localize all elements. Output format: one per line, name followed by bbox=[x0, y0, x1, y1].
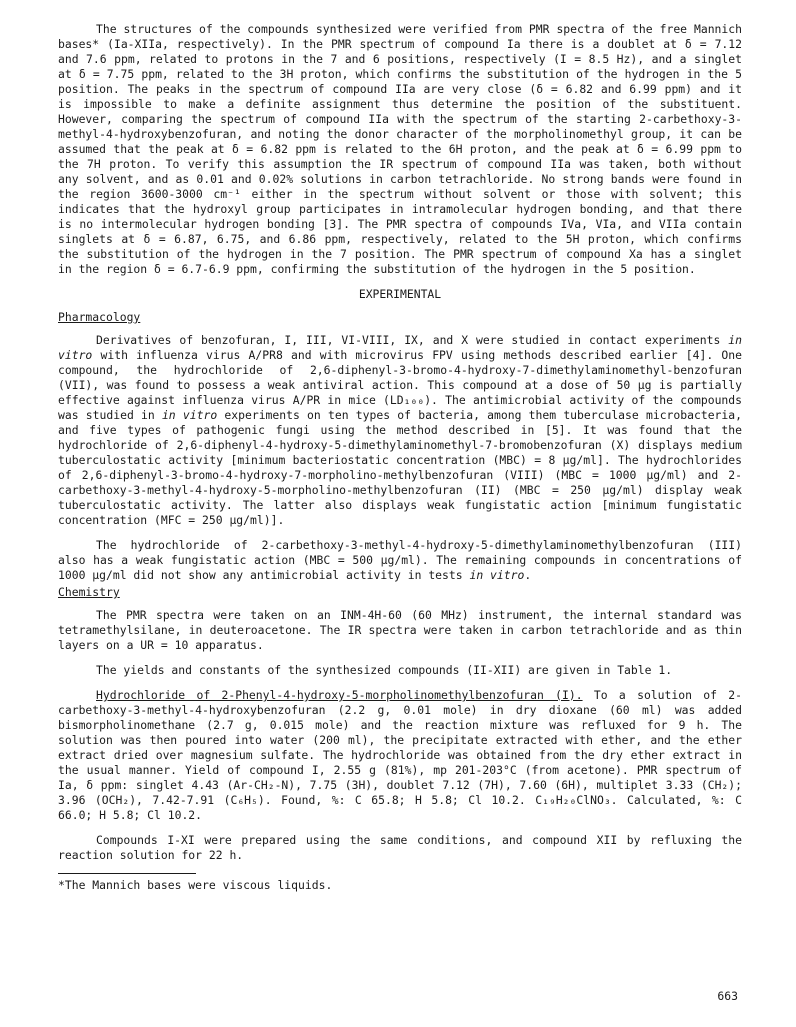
footnote-rule bbox=[58, 873, 196, 874]
document-page bbox=[58, 22, 742, 893]
chemistry-paragraph-2: The yields and constants of the synthesized compounds (II-XII) are given in Table 1. bbox=[96, 663, 673, 677]
synthesis-body: To a solution of 2-carbethoxy-3-methyl-4-hydroxybenzofuran (2.2 g, 0.01 mole) in dry dioxane (60 ml) was added bismorpholinomethane (2.7 g, 0.015 mole) and the reaction mixture was refluxed for 9 h. The solution was then poured into water (200 ml), the precipitate extracted with ether, and the ether extract dried over magnesium sulfate. The hydrochloride was obtained from the dry ether extract in the usual manner. Yield of compound I, 2.55 g (81%), mp 201-203°C (from acetone). PMR spectrum of Ia, δ ppm: singlet 4.43 (Ar-CH₂-N), 7.75 (3H), doublet 7.12 (7H), 7.60 (6H), multiplet 3.33 (CH₂); 3.96 (OCH₂), 7.42-7.91 (C₆H₅). Found, %: C 65.8; H 5.8; Cl 10.2. C₁₉H₂₀ClNO₃. Calculated, %: C 66.0; H 5.8; Cl 10.2. bbox=[58, 688, 743, 822]
pharm-p2-end: . bbox=[524, 568, 532, 582]
pharmacology-paragraph-2 bbox=[58, 538, 742, 583]
synthesis-title: Hydrochloride of 2-Phenyl-4-hydroxy-5-morpholinomethylbenzofuran (I). bbox=[96, 688, 583, 702]
pharm-p2-part-a: The hydrochloride of 2-carbethoxy-3-methyl-4-hydroxy-5-dimethylaminomethylbenzofuran (III) also has a weak fungistatic action (MBC = 500 μg/ml). The remaining compounds in concentrations of 1000 μg/ml did not show any antimicrobial activity in tests bbox=[58, 538, 742, 582]
chemistry-heading bbox=[58, 585, 742, 600]
pharm-p1-part-a: Derivatives of benzofuran, I, III, VI-VIII, IX, and X were studied in contact experiments bbox=[96, 333, 729, 347]
page-number: 663 bbox=[717, 989, 738, 1003]
chemistry-paragraph-1: The PMR spectra were taken on an INM-4H-60 (60 MHz) instrument, the internal standard was tetramethylsilane, in deuteroacetone. The IR spectra were taken in carbon tetrachloride and as thin layers on a UR = 10 apparatus. bbox=[58, 608, 742, 652]
chemistry-heading-text: Chemistry bbox=[58, 585, 120, 599]
experimental-heading: EXPERIMENTAL bbox=[358, 287, 442, 301]
intro-paragraph: The structures of the compounds synthesized were verified from PMR spectra of the free Mannich bases* (Ia-XIIa, respectively). In the PMR spectrum of compound Ia there is a doublet at δ = 7.12 and 7.6 ppm, related to protons in the 7 and 6 positions, respectively (I = 8.5 Hz), and a singlet at δ = 7.75 ppm, related to the 3H proton, which confirms the substitution of the hydrogen in the 5 position. The peaks in the spectrum of compound IIa are very close (δ = 6.82 and 6.99 ppm) and it is impossible to make a definite assignment thus determine the position of the substituent. However, comparing the spectrum of compound IIa with the spectrum of the starting 2-carbethoxy-3-methyl-4-hydroxybenzofuran, and noting the donor character of the morpholinomethyl group, it can be assumed that the peak at δ = 6.82 ppm is related to the 6H proton, and the peak at δ = 6.99 ppm to the 7H proton. To verify this assumption the IR spectrum of compound IIa was taken, both without any solvent, and as 0.01 and 0.02% solutions in carbon tetrachloride. No strong bands were found in the region 3600-3000 cm⁻¹ either in the spectrum without solvent or those with solvent; this indicates that the hydroxyl group participates in intramolecular hydrogen bonding, and that there is no intermolecular hydrogen bonding [3]. The PMR spectra of compounds IVa, VIa, and VIIa contain singlets at δ = 6.87, 6.75, and 6.86 ppm, respectively, related to the 5H proton, which confirms the substitution of the hydrogen in the 7 position. The PMR spectrum of compound Xa has a singlet in the region δ = 6.7-6.9 ppm, confirming the substitution of the hydrogen in the 5 position. bbox=[58, 22, 742, 276]
synthesis-paragraph bbox=[58, 688, 742, 823]
pharmacology-paragraph-1 bbox=[58, 333, 742, 528]
pharmacology-heading bbox=[58, 310, 742, 325]
in-vitro-term-1: in vitro bbox=[58, 333, 742, 362]
chemistry-paragraph-4: Compounds I-XI were prepared using the same conditions, and compound XII by refluxing the reaction solution for 22 h. bbox=[58, 833, 742, 862]
in-vitro-term-3: in vitro bbox=[469, 568, 525, 582]
pharmacology-heading-text: Pharmacology bbox=[58, 310, 141, 324]
pharm-p1-part-c: experiments on ten types of bacteria, among them tuberculase microbacteria, and five types of pathogenic fungi using the method described in [5]. It was found that the hydrochloride of 2,6-diphenyl-4-hydroxy-5-dimethylaminomethyl-7-bromobenzofuran (X) displays medium tuberculostatic activity [minimum bacteriostatic concentration (MBC) = 8 μg/ml]. The hydrochlorides of 2,6-diphenyl-3-bromo-4-hydroxy-7-morpholino-methylbenzofuran (VIII) (MBC = 1000 μg/ml) and 2-carbethoxy-3-methyl-4-hydroxy-5-morpholino-methylbenzofuran (II) (MBC = 250 μg/ml) display weak tuberculostatic activity. The latter also displays weak fungistatic action [minimum fungistatic concentration (MFC = 250 μg/ml)]. bbox=[58, 408, 742, 527]
pharm-p1-part-b: with influenza virus A/PR8 and with microvirus FPV using methods described earlier [4]. One compound, the hydrochloride of 2,6-diphenyl-3-bromo-4-hydroxy-7-dimethylaminomethyl-benzofuran (VII), was found to possess a weak antiviral action. This compound at a dose of 50 μg is partially effective against influenza virus A/PR in mice (LD₁₀₀). The antimicrobial activity of the compounds was studied in bbox=[58, 348, 742, 422]
in-vitro-term-2: in vitro bbox=[161, 408, 218, 422]
footnote: *The Mannich bases were viscous liquids. bbox=[58, 878, 333, 892]
